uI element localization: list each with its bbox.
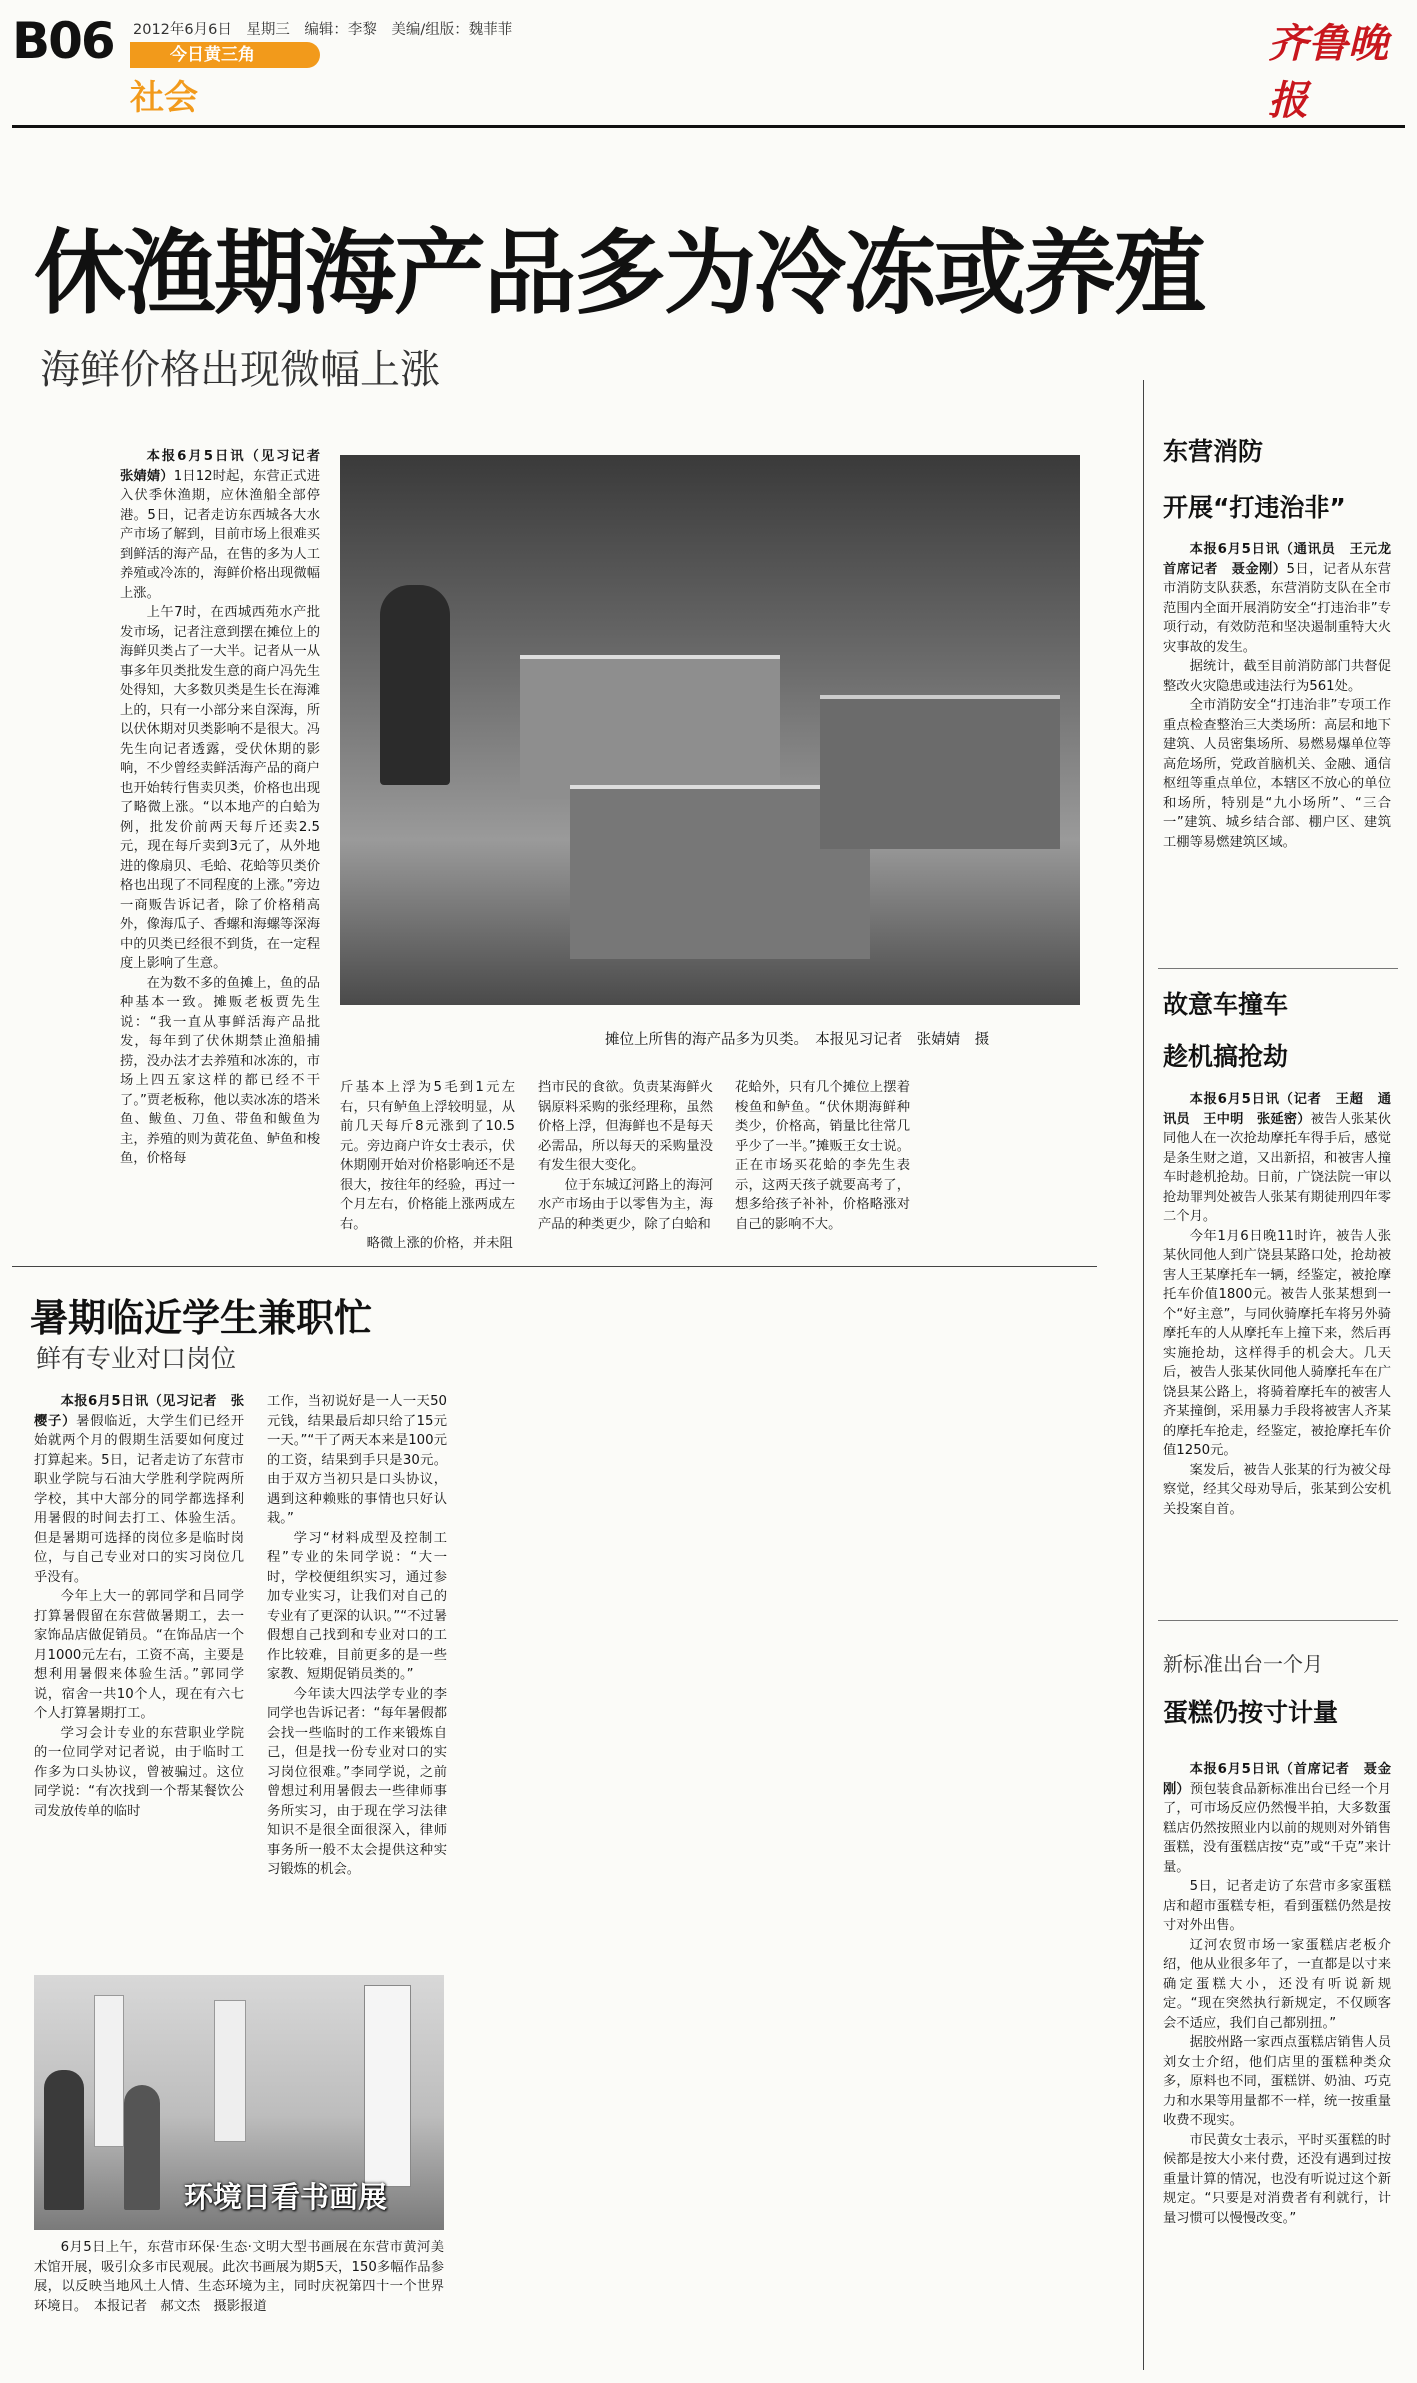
lead-column-1 <box>120 447 334 1277</box>
cake-story-kicker: 新标准出台一个月 <box>1163 1652 1323 1676</box>
fire-story-dateline: 本报6月5日讯（通讯员 王元龙 首席记者 聂金刚） <box>1163 542 1405 577</box>
robbery-story-title-line-1: 故意车撞车 <box>1163 990 1289 1019</box>
lead-photo-caption: 摊位上所售的海产品多为贝类。 本报见习记者 张婧婧 摄 <box>605 1032 990 1048</box>
fire-story-title-line-2: 开展“打违治非” <box>1163 493 1346 522</box>
lead-para-2: 上午7时，在西城西苑水产批发市场，记者注意到摆在摊位上的海鲜贝类占了一大半。记者从一从事多年贝类批发生意的商户冯先生处得知，大多数贝类是生长在海滩上的，只有一小部分来自深海，所以伏休期对贝类影响不是很大。冯先生向记者透露，受伏休期的影响，不少曾经卖鲜活海产品的商户也开始转行售卖贝类，价格也出现了略微上涨。“以本地产的白蛤为例，批发价前两天每斤还卖2.5元，现在每斤卖到3元了，从外地进的像扇贝、毛蛤、花蛤等贝类价格也出现了不同程度的上涨。”旁边一商贩告诉记者，除了价格稍高外，像海瓜子、香螺和海螺等深海中的贝类已经很不到货，在一定程度上影响了生意。 <box>120 605 320 971</box>
fire-para-3: 全市消防安全“打违治非”专项工作重点检查整治三大类场所：高层和地下建筑、人员密集场所、易燃易爆单位等高危场所，党政首脑机关、金融、通信枢纽等重点单位，本辖区不放心的单位和场所，特别是“九小场所”、“三合一”建筑、城乡结合部、棚户区、建筑工棚等易燃建筑区域。 <box>1163 698 1391 850</box>
lead-col4-para-1: 花蛤外，只有几个摊位上摆着梭鱼和鲈鱼。“伏休期海鲜种类少，价格高，销量比往常几乎少了一半。”摊贩王女士说。正在市场买花蛤的李先生表示，这两天孩子就要高考了，想多给孩子补补，价格略涨对自己的影响不大。 <box>735 1080 910 1232</box>
cake-para-2: 5日，记者走访了东营市多家蛋糕店和超市蛋糕专柜，看到蛋糕仍然是按寸对外出售。 <box>1163 1879 1391 1933</box>
photo-vendor <box>380 585 450 785</box>
fire-story-title-line-1: 东营消防 <box>1163 437 1264 466</box>
masthead-rule <box>12 125 1405 128</box>
lead-column-3 <box>538 1078 713 1278</box>
robbery-para-3: 案发后，被告人张某的行为被父母察觉，经其父母劝导后，张某到公安机关投案自首。 <box>1163 1462 1391 1517</box>
fire-para-1: 5日，记者从东营市消防支队获悉，东营消防支队在全市范围内全面开展消防安全“打违治非”专项行动，有效防范和坚决遏制重特大火灾事故的发生。 <box>1163 561 1392 655</box>
scroll-1 <box>94 1995 124 2147</box>
cake-para-3: 辽河农贸市场一家蛋糕店老板介绍，他从业很多年了，一直都是以寸来确定蛋糕大小，还没有听说新规定。“现在突然执行新规定，不仅顾客会不适应，我们自己都别扭。” <box>1163 1937 1391 2031</box>
sidebar-divider <box>1143 380 1144 2370</box>
summer-para-2: 今年上大一的郭同学和吕同学打算暑假留在东营做暑期工，去一家饰品店做促销员。“在饰品店一个月1000元左右，工资不高，主要是想利用暑假来体验生活。”郭同学说，宿舍一共10个人，现在有六七个人打算暑期打工。 <box>34 1589 244 1721</box>
robbery-story-body <box>1163 1090 1391 1610</box>
exhibition-photo-caption: 6月5日上午，东营市环保·生态·文明大型书画展在东营市黄河美术馆开展，吸引众多市民观展。此次书画展为期5天，150多幅作品参展，以反映当地风土人情、生态环境为主，同时庆祝第四十一个世界环境日。 本报记者 郝文杰 摄影报道 <box>34 2240 444 2314</box>
sidebar-story-2-title <box>1163 985 1388 1073</box>
cake-story-dateline: 本报6月5日讯（首席记者 聂金刚） <box>1163 1762 1391 1797</box>
date-line: 2012年6月6日 星期三 编辑：李黎 美编/组版：魏菲菲 <box>133 22 513 38</box>
summer-dateline: 本报6月5日讯（见习记者 张樱子） <box>34 1394 244 1429</box>
lead-column-4 <box>735 1078 910 1278</box>
exhibition-photo-title: 环境日看书画展 <box>184 2180 388 2214</box>
seafood-market-photo <box>340 455 1080 1005</box>
lead-headline: 休渔期海产品多为冷冻或养殖 <box>34 220 1205 327</box>
summer-para-1: 暑假临近，大学生们已经开始就两个月的假期生活要如何度过打算起来。5日，记者走访了东营市职业学院与石油大学胜利学院两所学校，其中大部分的同学都选择利用暑假的时间去打工、体验生活。但是暑期可选择的岗位多是临时岗位，与自己专业对口的实习岗位几乎没有。 <box>34 1413 245 1585</box>
lead-dateline: 本报6月5日讯（见习记者 张婧婧） <box>120 449 334 484</box>
robbery-story-title-line-2: 趁机搞抢劫 <box>1163 1042 1289 1071</box>
summer-subhead: 鲜有专业对口岗位 <box>36 1344 237 1373</box>
scroll-3 <box>364 1985 411 2187</box>
sidebar-rule-2 <box>1158 1620 1398 1621</box>
fire-para-2: 据统计，截至目前消防部门共督促整改火灾隐患或违法行为561处。 <box>1163 659 1391 694</box>
photo-tray-3 <box>820 695 1060 849</box>
cake-story-title: 蛋糕仍按寸计量 <box>1163 1698 1339 1727</box>
lead-col2-para-2: 略微上涨的价格，并未阻 <box>366 1236 513 1251</box>
page-code: B06 <box>12 12 114 70</box>
lead-col2-para-1: 斤基本上浮为5毛到1元左右，只有鲈鱼上浮较明显，从前几天每斤8元涨到了10.5元。旁边商户许女士表示，伏休期刚开始对价格影响还不是很大，按往年的经验，再过一个月左右，价格能上涨两成左右。 <box>340 1080 515 1232</box>
photo-tray-1 <box>520 655 780 799</box>
visitor-figure <box>44 2070 84 2210</box>
paper-name-logo: 齐鲁晚报 <box>1268 20 1388 124</box>
lead-col3-para-2: 位于东城辽河路上的海河水产市场由于以零售为主，海产品的种类更少，除了白蛤和 <box>538 1177 713 1232</box>
section-name: 社会 <box>130 78 198 118</box>
scroll-2 <box>214 2000 246 2142</box>
cake-para-1: 预包装食品新标准出台已经一个月了，可市场反应仍然慢半拍，大多数蛋糕店仍然按照业内以前的规则对外销售蛋糕，没有蛋糕店按“克”或“千克”来计量。 <box>1163 1781 1392 1875</box>
lead-col3-para-1: 挡市民的食欲。负责某海鲜火锅原料采购的张经理称，虽然价格上浮，但海鲜也不是每天必需品，所以每天的采购量没有发生很大变化。 <box>538 1080 713 1173</box>
sidebar-story-1-title <box>1163 432 1388 524</box>
summer-column-2 <box>267 1392 447 1972</box>
lead-column-2 <box>340 1078 515 1278</box>
summer-col2-para-1: 工作，当初说好是一人一天50元钱，结果最后却只给了15元一天。”“干了两天本来是100元的工资，结果到手只是30元。由于双方当初只是口头协议，遇到这种赖账的事情也只好认栽。” <box>267 1394 447 1526</box>
calligraphy-exhibition-photo <box>34 1975 444 2230</box>
cake-para-5: 市民黄女士表示，平时买蛋糕的时候都是按大小来付费，还没有遇到过按重量计算的情况，也没有听说过这个新规定。“只要是对消费者有利就行，计量习惯可以慢慢改变。” <box>1163 2132 1391 2226</box>
cake-story-body <box>1163 1760 1391 2370</box>
visitor-figure <box>124 2085 160 2210</box>
lead-para-3: 在为数不多的鱼摊上，鱼的品种基本一致。摊贩老板贾先生说：“我一直从事鲜活海产品批发，每年到了伏休期禁止渔船捕捞，没办法才去养殖和冰冻的，市场上四五家这样的都已经不干了。”贾老板称，他以卖冰冻的塔米鱼、鲅鱼、刀鱼、带鱼和鲅鱼为主，养殖的则为黄花鱼、鲈鱼和梭鱼，价格每 <box>120 975 320 1166</box>
robbery-para-2: 今年1月6日晚11时许，被告人张某伙同他人到广饶县某路口处，抢劫被害人王某摩托车一辆，经鉴定，被抢摩托车价值1800元。被告人张某想到一个“好主意”，与同伙骑摩托车将另外骑摩托车的人从摩托车上撞下来，然后再实施抢劫，这样得手的机会大。几天后，被告人张某伙同他人骑摩托车在广饶县某公路上，将骑着摩托车的被害人齐某撞倒，采用暴力手段将被害人齐某的摩托车抢走，经鉴定，被抢摩托车价值1250元。 <box>1163 1228 1391 1458</box>
lead-para-1: 1日12时起，东营正式进入伏季休渔期，应休渔船全部停港。5日，记者走访东西城各大水产市场了解到，目前市场上很难买到鲜活的海产品，在售的多为人工养殖或冷冻的，海鲜价格出现微幅上涨。 <box>120 468 320 601</box>
sidebar-rule-1 <box>1158 968 1398 969</box>
summer-headline: 暑期临近学生兼职忙 <box>30 1296 373 1340</box>
lead-bottom-rule <box>12 1266 1097 1267</box>
summer-col2-para-2: 学习“材料成型及控制工程”专业的朱同学说：“大一时，学校便组织实习，通过参加专业实习，让我们对自己的专业有了更深的认识。”“不过暑假想自己找到和专业对口的工作比较难，目前更多的是一些家教、短期促销员类的。” <box>267 1530 447 1682</box>
section-tag <box>130 42 320 68</box>
fire-story-body <box>1163 540 1405 960</box>
robbery-story-dateline: 本报6月5日讯（记者 王超 通讯员 王中明 张延密） <box>1163 1092 1391 1127</box>
cake-para-4: 据胶州路一家西点蛋糕店销售人员刘女士介绍，他们店里的蛋糕种类众多，原料也不同，蛋糕饼、奶油、巧克力和水果等用量都不一样，统一按重量收费不现实。 <box>1163 2035 1391 2128</box>
robbery-para-1: 被告人张某伙同他人在一次抢劫摩托车得手后，感觉是条生财之道，又出新招，和被害人撞车时趁机抢劫。日前，广饶法院一审以抢劫罪判处被告人张某有期徒刑四年零二个月。 <box>1163 1111 1392 1224</box>
summer-column-1 <box>34 1392 244 1972</box>
lead-subhead: 海鲜价格出现微幅上涨 <box>40 347 440 393</box>
summer-para-3: 学习会计专业的东营职业学院的一位同学对记者说，由于临时工作多为口头协议，曾被骗过。这位同学说：“有次找到一个帮某餐饮公司发放传单的临时 <box>34 1725 244 1819</box>
summer-col2-para-3: 今年读大四法学专业的李同学也告诉记者：“每年暑假都会找一些临时的工作来锻炼自己，但是找一份专业对口的实习岗位很难。”李同学说，之前曾想过利用暑假去一些律师事务所实习，由于现在学习法律知识不是很全面很深入，律师事务所一般不太会提供这种实习锻炼的机会。 <box>267 1686 447 1877</box>
section-tag-label: 今日黄三角 <box>170 45 255 65</box>
